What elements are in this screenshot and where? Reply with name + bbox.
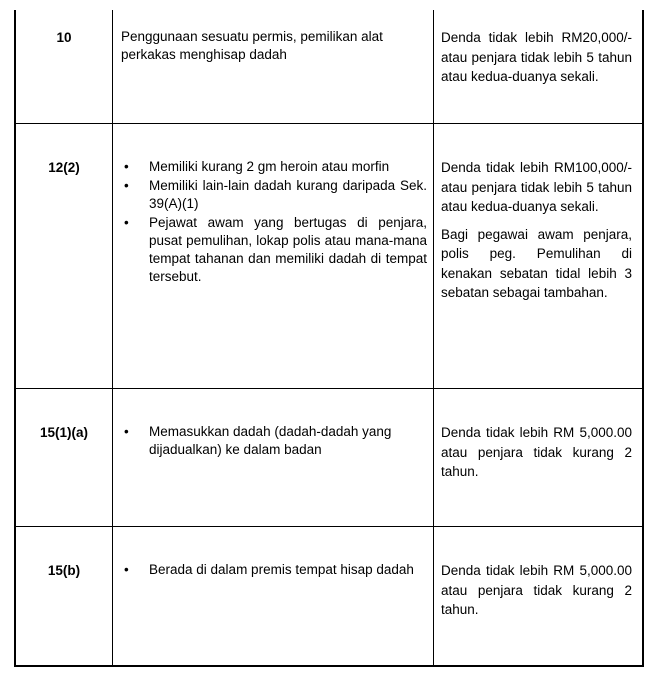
offence-description: Berada di dalam premis tempat hisap dadah [149,562,414,577]
offence-description: Memiliki kurang 2 gm heroin atau morfin [149,159,390,174]
description-cell [113,124,434,389]
description-cell [113,389,434,527]
description-cell [113,527,434,667]
section-cell [15,527,113,667]
penalty-text: Denda tidak lebih RM100,000/- atau penjara tidak lebih 5 tahun atau kedua-duanya sekali. [441,160,632,214]
section-number: 15(b) [47,563,81,578]
offence-list [121,158,427,286]
offence-list [121,423,427,459]
offence-description: Pejawat awam yang bertugas di penjara, pusat pemulihan, lokap polis atau mana-mana tempat tahanan dan memiliki dadah di tempat tersebut. [149,215,427,284]
table-row [15,124,643,389]
list-item [121,561,427,579]
list-item [121,158,427,176]
offence-description: Memiliki lain-lain dadah kurang daripada Sek. 39(A)(1) [149,178,427,211]
list-item [121,423,427,459]
section-number: 12(2) [48,160,80,175]
list-item [121,177,427,213]
offence-list [121,561,427,579]
offence-description: Memasukkan dadah (dadah-dadah yang dijadualkan) ke dalam badan [149,424,392,457]
table-row [15,389,643,527]
penalty-text: Denda tidak lebih RM20,000/- atau penjara tidak lebih 5 tahun atau kedua-duanya sekali. [441,30,632,84]
penalty-text: Denda tidak lebih RM 5,000.00 atau penjara tidak kurang 2 tahun. [441,563,632,617]
penalty-cell [434,527,644,667]
bullet-icon: • [124,562,129,577]
bullet-icon: • [124,178,129,193]
bullet-icon: • [124,424,129,439]
section-cell [15,10,113,124]
bullet-icon: • [124,215,129,230]
penalty-text: Denda tidak lebih RM 5,000.00 atau penjara tidak kurang 2 tahun. [441,425,632,479]
section-number: 15(1)(a) [39,425,88,440]
section-cell [15,124,113,389]
section-cell [15,389,113,527]
table-row [15,527,643,667]
penalty-cell [434,10,644,124]
penalty-cell [434,124,644,389]
penalty-text: Bagi pegawai awam penjara, polis peg. Pemulihan di kenakan sebatan tidal lebih 3 sebatan sebagai tambahan. [441,226,632,300]
bullet-icon: • [124,159,129,174]
table-row [15,10,643,124]
offence-description: Penggunaan sesuatu permis, pemilikan alat perkakas menghisap dadah [121,29,383,62]
description-cell [113,10,434,124]
offence-table [14,10,644,667]
section-number: 10 [56,30,72,45]
penalty-cell [434,389,644,527]
list-item [121,214,427,286]
